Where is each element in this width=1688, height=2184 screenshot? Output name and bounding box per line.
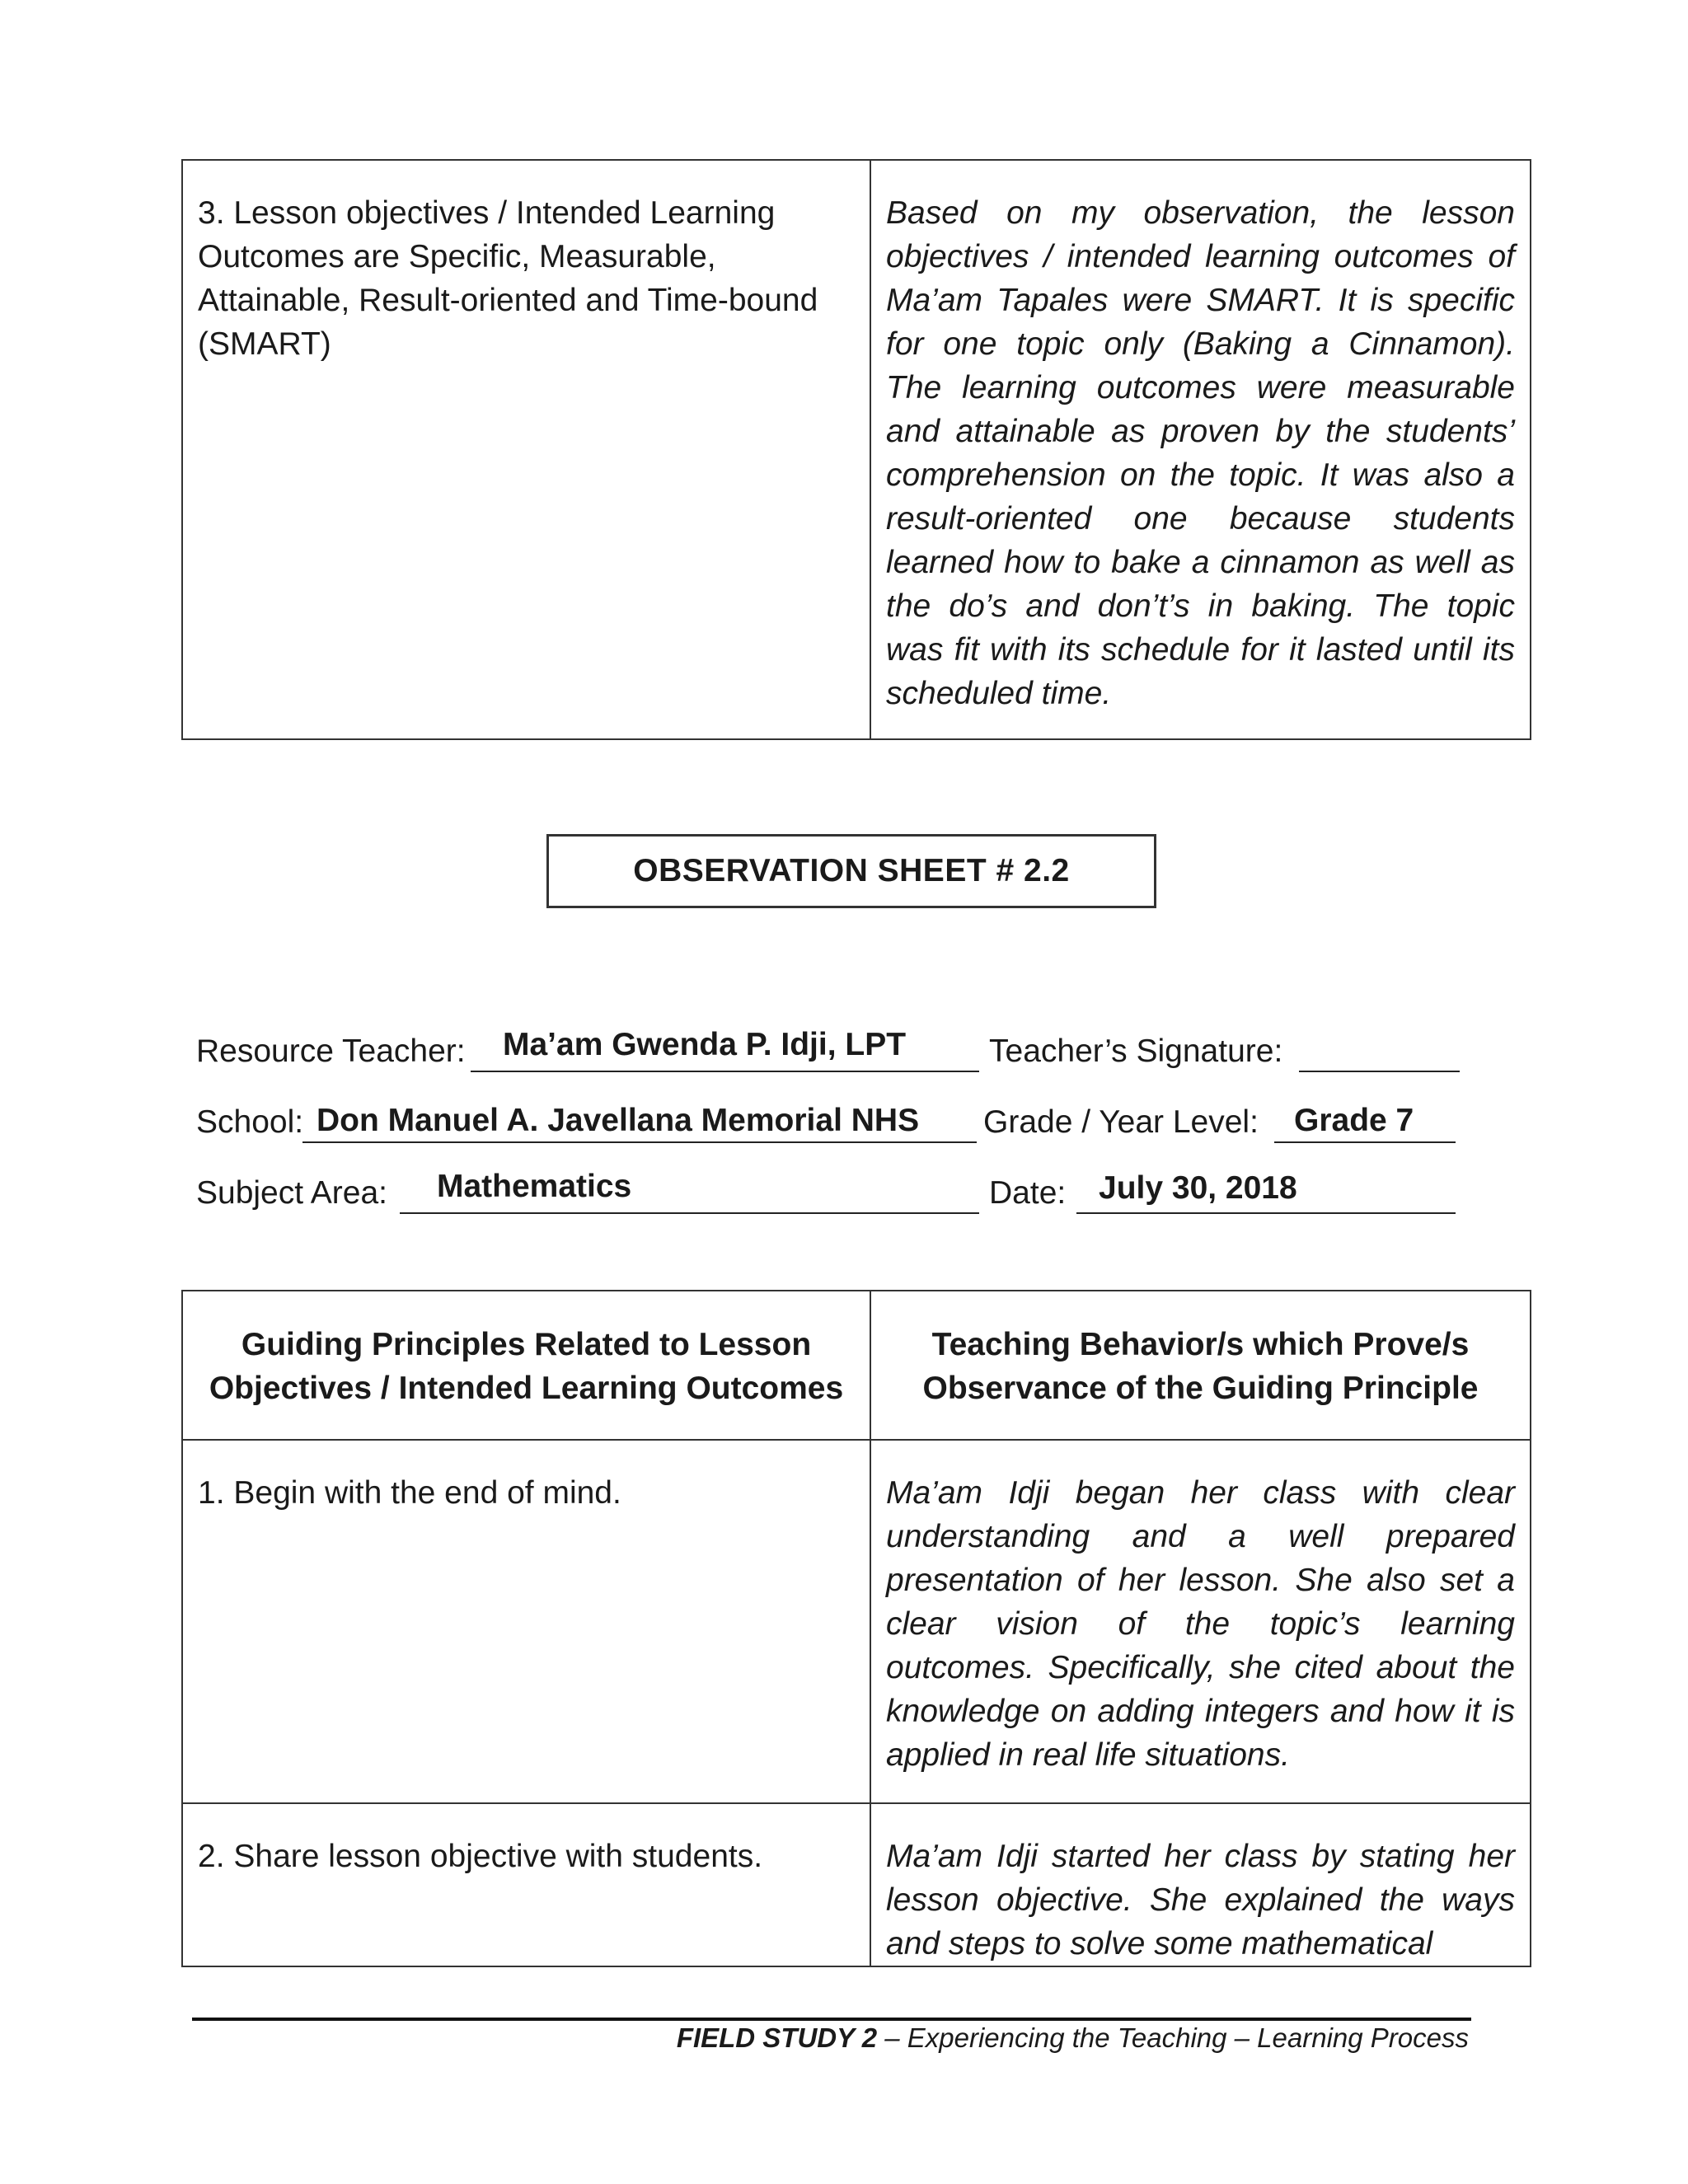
grade-label: Grade / Year Level:	[983, 1104, 1259, 1140]
table-row	[182, 1803, 1531, 1966]
date-label: Date:	[989, 1175, 1067, 1211]
resource-teacher-value: Ma’am Gwenda P. Idji, LPT	[503, 1027, 907, 1062]
date-value: July 30, 2018	[1099, 1170, 1297, 1206]
table-header-row	[182, 1291, 1531, 1440]
principle-cell: 2. Share lesson objective with students.	[182, 1803, 870, 1966]
school-value: Don Manuel A. Javellana Memorial NHS	[316, 1103, 920, 1138]
criterion-cell: 3. Lesson objectives / Intended Learning Outcomes are Specific, Measurable, Attainable, Result-oriented and Time-bound (SMART)	[182, 160, 870, 739]
behavior-cell: Ma’am Idji began her class with clear understanding and a well prepared presentation of her lesson. She also set a clear vision of the topic’s learning outcomes. Specifically, she cited about the knowledge on adding integers and how it is applied in real life situations.	[870, 1440, 1531, 1803]
resource-teacher-label: Resource Teacher:	[196, 1033, 466, 1069]
date-underline	[1076, 1212, 1456, 1214]
grade-value: Grade 7	[1294, 1103, 1414, 1138]
footer-subtitle: – Experiencing the Teaching – Learning Process	[877, 2022, 1469, 2053]
smart-criterion-table	[181, 159, 1531, 740]
principle-cell: 1. Begin with the end of mind.	[182, 1440, 870, 1803]
grade-underline	[1274, 1141, 1456, 1143]
sheet-title: OBSERVATION SHEET # 2.2	[546, 834, 1156, 908]
guiding-principles-table	[181, 1290, 1531, 1967]
school-label: School:	[196, 1104, 304, 1140]
subject-value: Mathematics	[437, 1169, 632, 1204]
observation-cell: Based on my observation, the lesson objectives / intended learning outcomes of Ma’am Tapales were SMART. It is specific for one topic only (Baking a Cinnamon). The learning outcomes were measurable and attainable as proven by the students’ comprehension on the topic. It was also a result-oriented one because students learned how to bake a cinnamon as well as the do’s and don’t’s in baking. The topic was fit with its schedule for it lasted until its scheduled time.	[870, 160, 1531, 739]
resource-teacher-underline	[471, 1071, 979, 1072]
subject-underline	[400, 1212, 979, 1214]
table-row	[182, 1440, 1531, 1803]
school-underline	[302, 1141, 977, 1143]
footer-course: FIELD STUDY 2	[676, 2022, 878, 2053]
signature-underline	[1299, 1071, 1460, 1072]
subject-label: Subject Area:	[196, 1175, 387, 1211]
footer-rule	[192, 2018, 1471, 2021]
behavior-cell: Ma’am Idji started her class by stating her lesson objective. She explained the ways and steps to solve some mathematical	[870, 1803, 1531, 1966]
signature-label: Teacher’s Signature:	[989, 1033, 1283, 1069]
header-behaviors: Teaching Behavior/s which Prove/s Observance of the Guiding Principle	[870, 1291, 1531, 1440]
page-footer	[0, 2022, 1469, 2054]
header-principles: Guiding Principles Related to Lesson Objectives / Intended Learning Outcomes	[182, 1291, 870, 1440]
table-row	[182, 160, 1531, 739]
